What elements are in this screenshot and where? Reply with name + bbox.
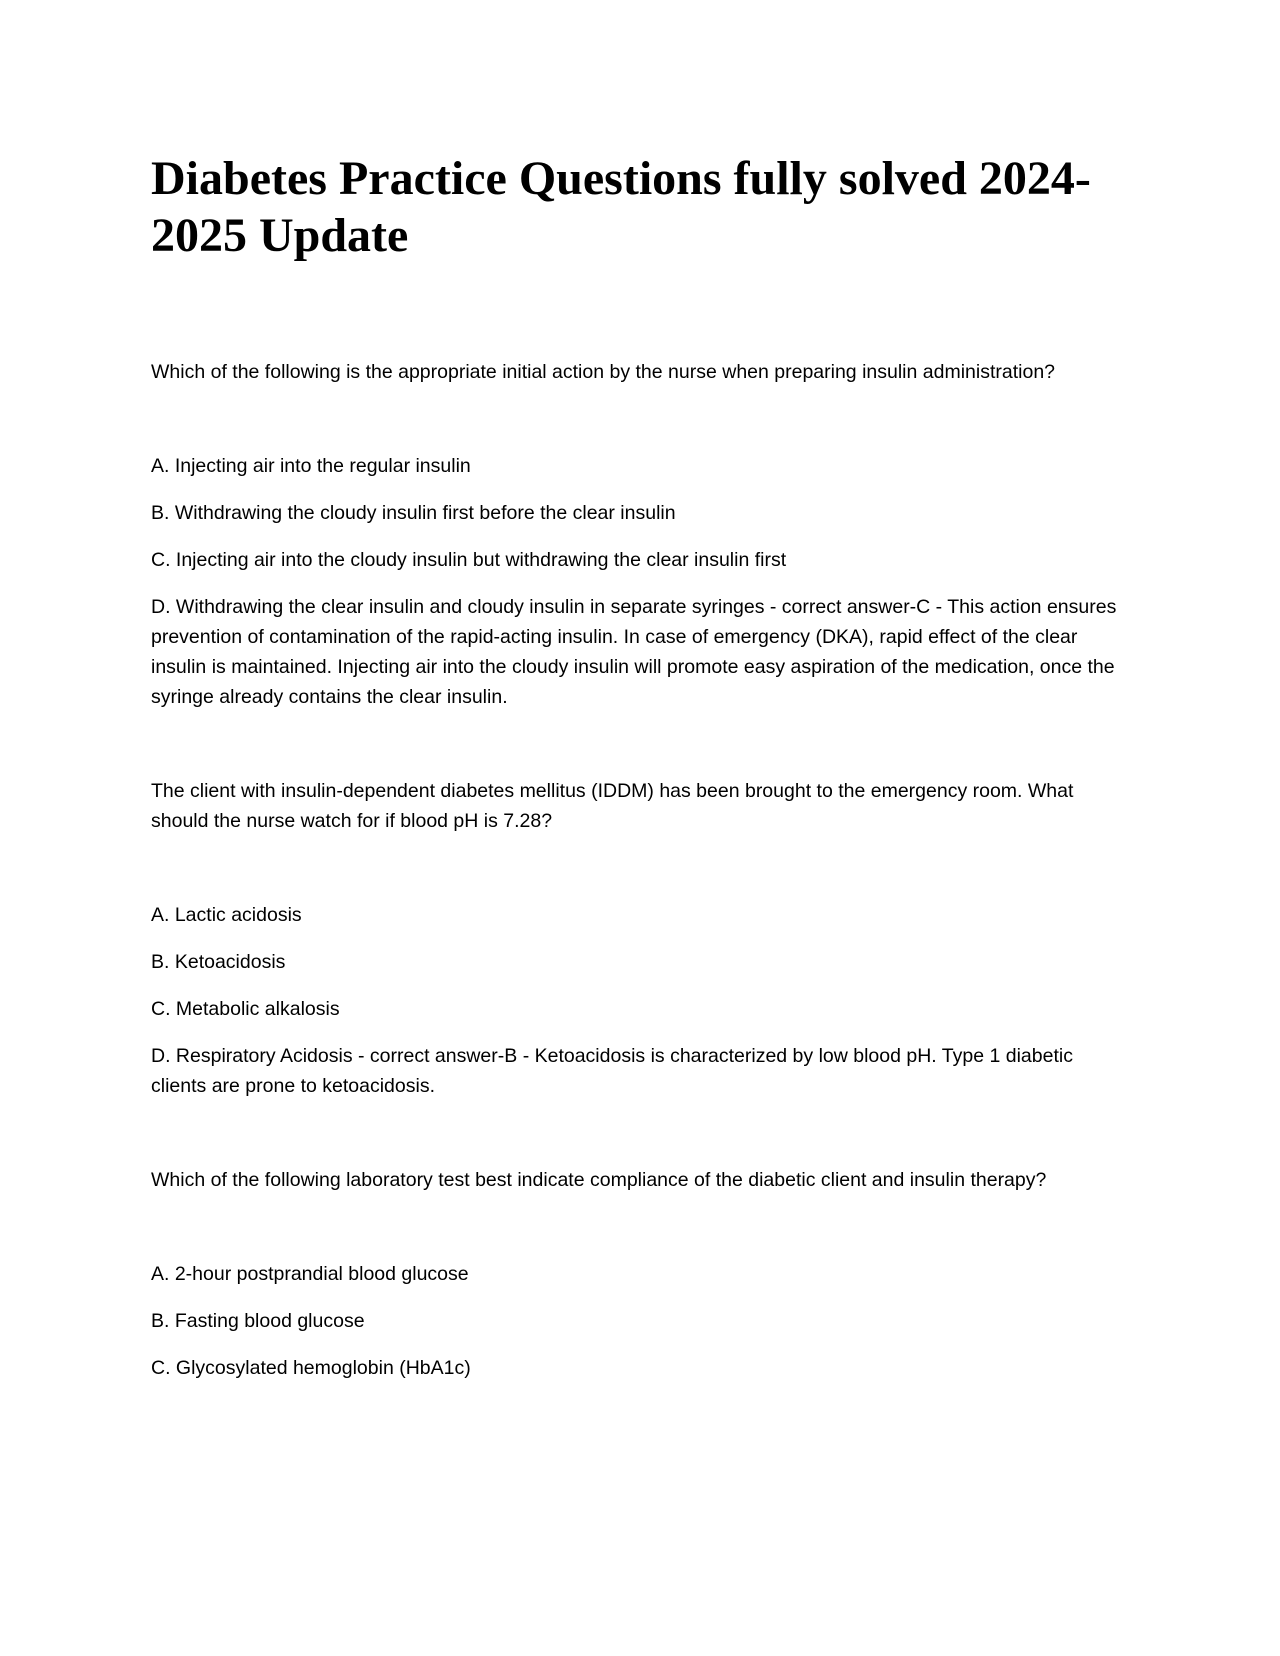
- question-block-2: [151, 776, 1131, 1101]
- options-list: [151, 451, 1131, 712]
- option-a: A. Lactic acidosis: [151, 904, 302, 926]
- option-d-with-answer: D. Withdrawing the clear insulin and cloudy insulin in separate syringes - correct answer-C - This action ensures prevention of contamination of the rapid-acting insulin. In case of emergency (DKA), rapid effect of the clear insulin is maintained. Injecting air into the cloudy insulin will promote easy aspiration of the medication, once the syringe already contains the clear insulin.: [151, 596, 1117, 708]
- option-b: B. Withdrawing the cloudy insulin first before the clear insulin: [151, 502, 676, 524]
- option-a: A. Injecting air into the regular insulin: [151, 455, 471, 477]
- option-c: C. Metabolic alkalosis: [151, 998, 340, 1020]
- option-c: C. Glycosylated hemoglobin (HbA1c): [151, 1357, 471, 1379]
- options-list: [151, 1259, 1131, 1383]
- options-list: [151, 900, 1131, 1101]
- question-text: The client with insulin-dependent diabetes mellitus (IDDM) has been brought to the emergency room. What should the nurse watch for if blood pH is 7.28?: [151, 780, 1074, 832]
- option-c: C. Injecting air into the cloudy insulin but withdrawing the clear insulin first: [151, 549, 787, 571]
- question-block-1: [151, 357, 1131, 712]
- option-b: B. Fasting blood glucose: [151, 1310, 365, 1332]
- question-text: Which of the following laboratory test best indicate compliance of the diabetic client and insulin therapy?: [151, 1169, 1047, 1191]
- document-title: Diabetes Practice Questions fully solved 2024-2025 Update: [151, 152, 1091, 262]
- question-text: Which of the following is the appropriate initial action by the nurse when preparing insulin administration?: [151, 361, 1056, 383]
- option-d-with-answer: D. Respiratory Acidosis - correct answer-B - Ketoacidosis is characterized by low blood pH. Type 1 diabetic clients are prone to ketoacidosis.: [151, 1045, 1073, 1097]
- option-a: A. 2-hour postprandial blood glucose: [151, 1263, 469, 1285]
- option-b: B. Ketoacidosis: [151, 951, 286, 973]
- document-page: [151, 150, 1131, 1383]
- question-block-3: [151, 1165, 1131, 1383]
